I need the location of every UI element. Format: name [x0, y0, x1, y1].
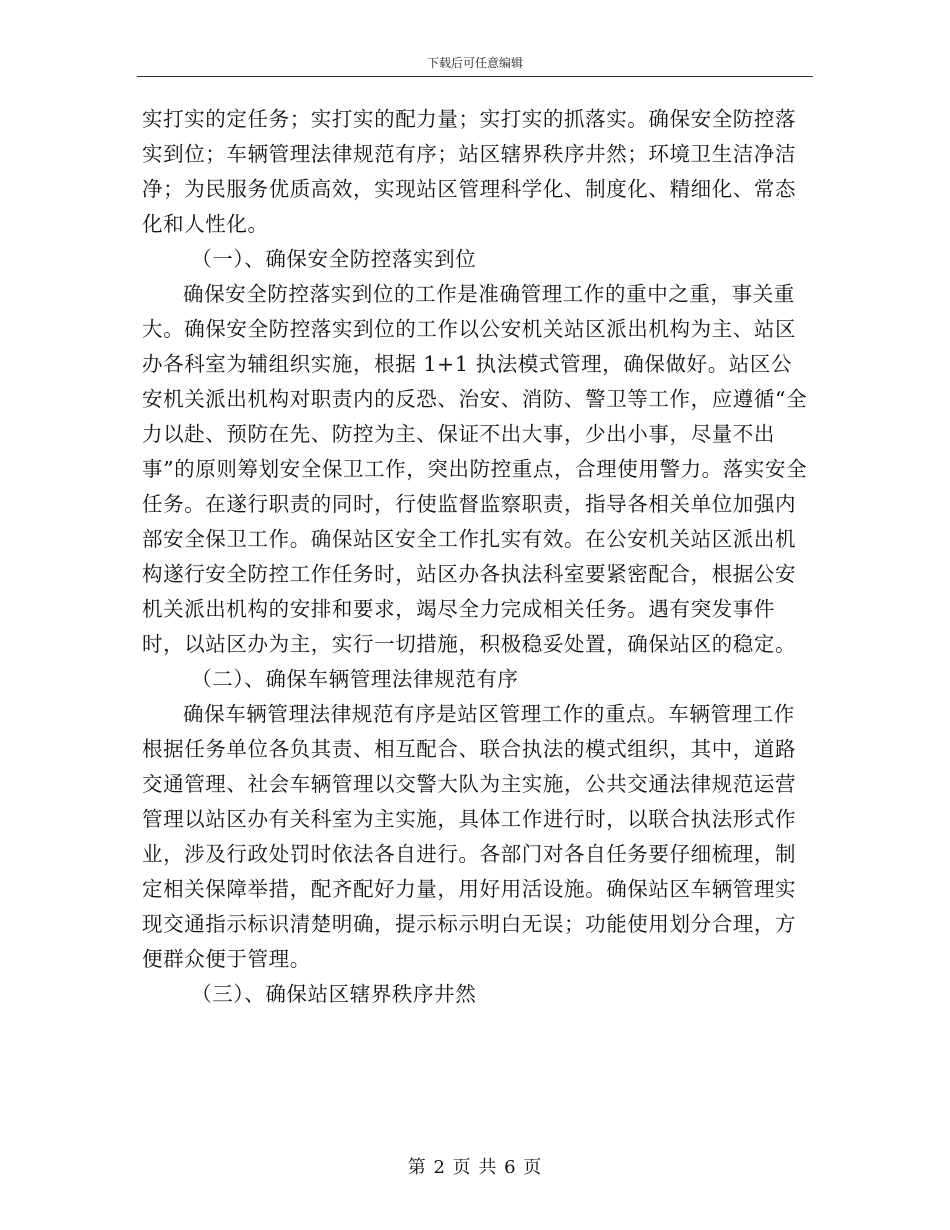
section-heading-3: （三）、确保站区辖界秩序井然 [191, 982, 477, 1006]
paragraph-intro: 实打实的定任务；实打实的配力量；实打实的抓落实。确保安全防控落实到位；车辆管理法律规范有序；站区辖界秩序井然；环境卫生洁净洁净；为民服务优质高效，实现站区管理科学化、制度化、精细化、常态化和人性化。 [142, 107, 797, 236]
section-heading-2: （二）、确保车辆管理法律规范有序 [191, 667, 519, 691]
paragraph-section-1: 确保安全防控落实到位的工作是准确管理工作的重中之重，事关重大。确保安全防控落实到位的工作以公安机关站区派出机构为主、站区办各科室为辅组织实施，根据 1+1 执法模式管理，确保做好。站区公安机关派出机构对职责内的反恐、治安、消防、警卫等工作，应遵循“全力以赴、预防在先、防控为主、保证不出大事，少出小事，尽量不出事”的原则筹划安全保卫工作，突出防控重点，合理使用警力。落实安全任务。在遂行职责的同时，行使监督监察职责，指导各相关单位加强内部安全保卫工作。确保站区安全工作扎实有效。在公安机关站区派出机构遂行安全防控工作任务时，站区办各执法科室要紧密配合，根据公安机关派出机构的安排和要求，竭尽全力完成相关任务。遇有突发事件时，以站区办为主，实行一切措施，积极稳妥处置，确保站区的稳定。 [142, 282, 808, 656]
paragraph-section-2: 确保车辆管理法律规范有序是站区管理工作的重点。车辆管理工作根据任务单位各负其责、相互配合、联合执法的模式组织，其中，道路交通管理、社会车辆管理以交警大队为主实施，公共交通法律规范运营管理以站区办有关科室为主实施，具体工作进行时，以联合执法形式作业，涉及行政处罚时依法各自进行。各部门对各自任务要仔细梳理，制定相关保障举措，配齐配好力量，用好用活设施。确保站区车辆管理实现交通指示标识清楚明确，提示标示明白无误；功能使用划分合理，方便群众便于管理。 [142, 702, 797, 971]
page-header: 下载后可任意编辑 [426, 56, 523, 70]
section-heading-1: （一）、确保安全防控落实到位 [191, 247, 477, 271]
header-divider [137, 76, 813, 77]
page-number-footer: 第 2 页 共 6 页 [407, 1157, 543, 1178]
document-body [142, 102, 810, 1012]
